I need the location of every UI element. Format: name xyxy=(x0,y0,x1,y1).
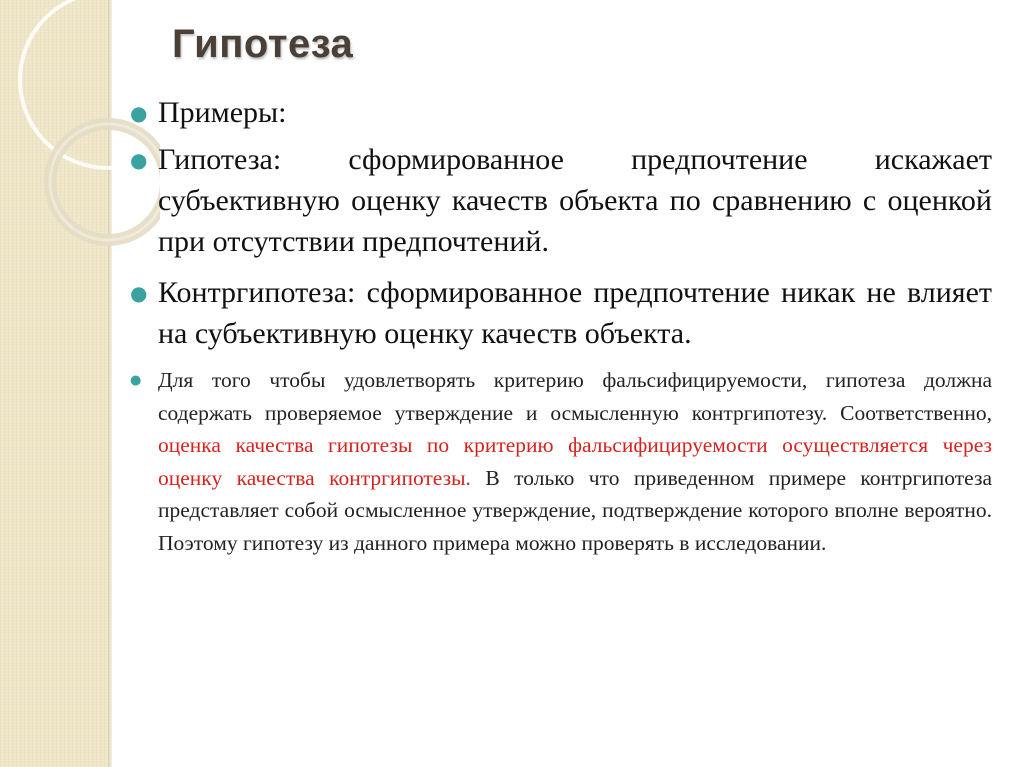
bullet-text: Примеры: xyxy=(158,96,287,129)
bullet-text: Гипотеза: сформированное предпочтение искажает субъективную оценку качеств объекта по сравнению с оценкой при отсутствии предпочтений. xyxy=(158,143,992,258)
bullet-hypothesis xyxy=(130,139,992,262)
slide-title: Гипотеза xyxy=(172,22,354,66)
bullet-dot-icon: ● xyxy=(130,148,148,172)
bullet-text-part1: Для того чтобы удовлетворять критерию фальсифицируемости, гипотеза должна содержать проверяемое утверждение и осмысленную контргипотезу. Соответственно, xyxy=(158,368,992,425)
bullet-text-part2: В только что приведенном примере контргипотеза представляет собой осмысленное утверждение, подтверждение которого вполне вероятно. Поэтому гипотезу из данного примера можно проверять в исследовании. xyxy=(158,465,992,555)
bullet-list xyxy=(130,92,992,560)
bullet-falsifiability xyxy=(130,364,992,560)
bullet-dot-icon: ● xyxy=(130,101,148,125)
bullet-dot-icon: ● xyxy=(130,281,148,305)
bullet-dot-icon: ● xyxy=(130,373,142,388)
bullet-examples xyxy=(130,92,992,133)
bullet-counter-hypothesis xyxy=(130,272,992,354)
bullet-text: Контргипотеза: сформированное предпочтение никак не влияет на субъективную оценку качеств объекта. xyxy=(158,276,992,350)
highlighted-text: оценка качества гипотезы по критерию фальсифицируемости осуществляется через оценку качества контргипотезы. xyxy=(158,433,992,490)
